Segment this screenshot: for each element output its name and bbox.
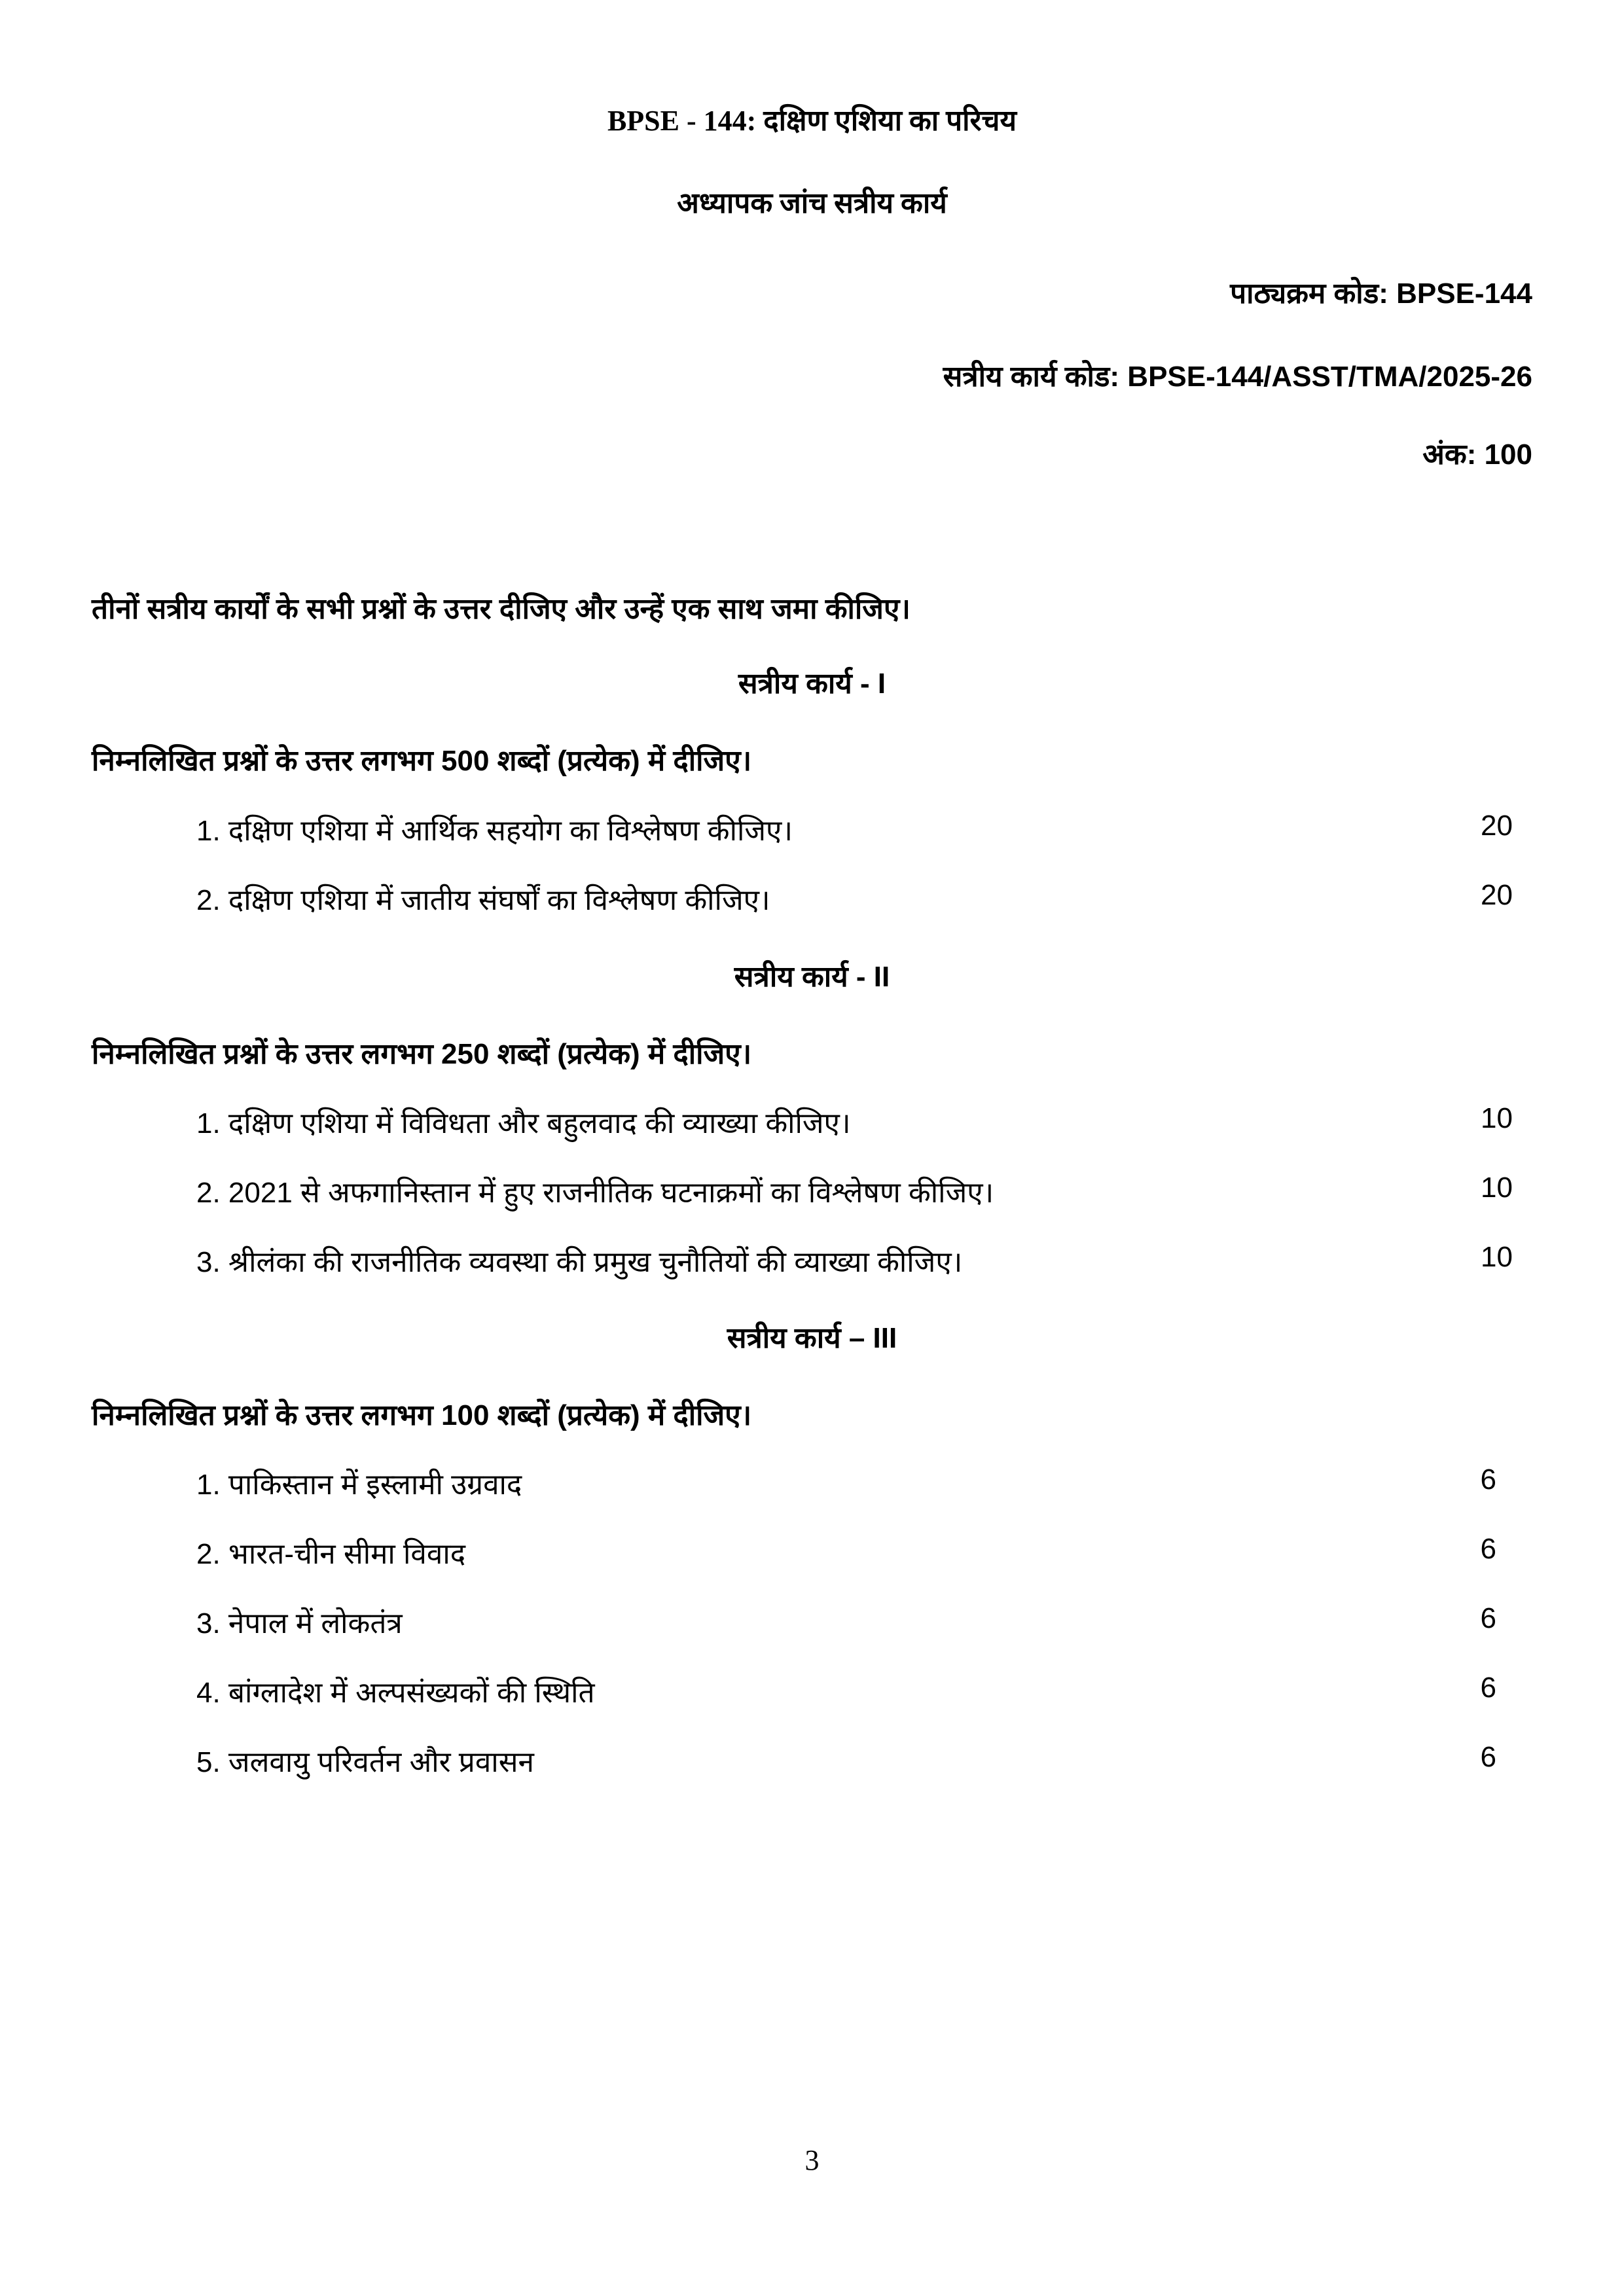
section-instruction: निम्नलिखित प्रश्नों के उत्तर लगभग 100 शब्दों (प्रत्येक) में दीजिए। bbox=[92, 1399, 752, 1431]
question-text: 3. नेपाल में लोकतंत्र bbox=[196, 1607, 403, 1640]
question-marks: 6 bbox=[1480, 1602, 1496, 1634]
question-marks: 10 bbox=[1481, 1241, 1513, 1273]
section-heading: सत्रीय कार्य - I bbox=[738, 668, 886, 700]
question-text: 2. 2021 से अफगानिस्तान में हुए राजनीतिक घटनाक्रमों का विश्लेषण कीजिए। bbox=[196, 1177, 994, 1209]
general-instruction: तीनों सत्रीय कार्यों के सभी प्रश्नों के उत्तर दीजिए और उन्हें एक साथ जमा कीजिए। bbox=[92, 593, 911, 625]
section-instruction: निम्नलिखित प्रश्नों के उत्तर लगभग 250 शब्दों (प्रत्येक) में दीजिए। bbox=[92, 1038, 752, 1070]
question-marks: 6 bbox=[1480, 1533, 1496, 1565]
total-marks: अंक: 100 bbox=[1422, 439, 1532, 471]
question-text: 1. पाकिस्तान में इस्लामी उग्रवाद bbox=[196, 1469, 522, 1501]
question-text: 1. दक्षिण एशिया में आर्थिक सहयोग का विश्लेषण कीजिए। bbox=[196, 815, 793, 847]
question-marks: 10 bbox=[1481, 1172, 1513, 1204]
question-marks: 6 bbox=[1480, 1741, 1496, 1773]
question-text: 4. बांग्लादेश में अल्पसंख्यकों की स्थिति bbox=[196, 1677, 595, 1709]
course-code: पाठ्यक्रम कोड: BPSE-144 bbox=[1230, 278, 1532, 310]
question-marks: 20 bbox=[1481, 810, 1513, 842]
question-marks: 6 bbox=[1480, 1672, 1496, 1704]
question-marks: 20 bbox=[1481, 879, 1513, 911]
question-text: 2. दक्षिण एशिया में जातीय संघर्षों का विश्लेषण कीजिए। bbox=[196, 884, 770, 916]
question-text: 2. भारत-चीन सीमा विवाद bbox=[196, 1538, 466, 1570]
question-marks: 6 bbox=[1480, 1463, 1496, 1496]
section-heading: सत्रीय कार्य – III bbox=[727, 1322, 897, 1354]
question-text: 3. श्रीलंका की राजनीतिक व्यवस्था की प्रमुख चुनौतियों की व्याख्या कीजिए। bbox=[196, 1246, 963, 1278]
document-title: BPSE - 144: दक्षिण एशिया का परिचय bbox=[607, 105, 1017, 137]
question-text: 5. जलवायु परिवर्तन और प्रवासन bbox=[196, 1746, 534, 1778]
page-number: 3 bbox=[804, 2144, 820, 2176]
question-text: 1. दक्षिण एशिया में विविधता और बहुलवाद की व्याख्या कीजिए। bbox=[196, 1107, 851, 1139]
question-marks: 10 bbox=[1481, 1102, 1513, 1134]
section-instruction: निम्नलिखित प्रश्नों के उत्तर लगभग 500 शब्दों (प्रत्येक) में दीजिए। bbox=[92, 745, 752, 777]
assignment-code: सत्रीय कार्य कोड: BPSE-144/ASST/TMA/2025-26 bbox=[943, 361, 1532, 393]
section-heading: सत्रीय कार्य - II bbox=[734, 961, 890, 993]
document-subtitle: अध्यापक जांच सत्रीय कार्य bbox=[677, 187, 947, 219]
